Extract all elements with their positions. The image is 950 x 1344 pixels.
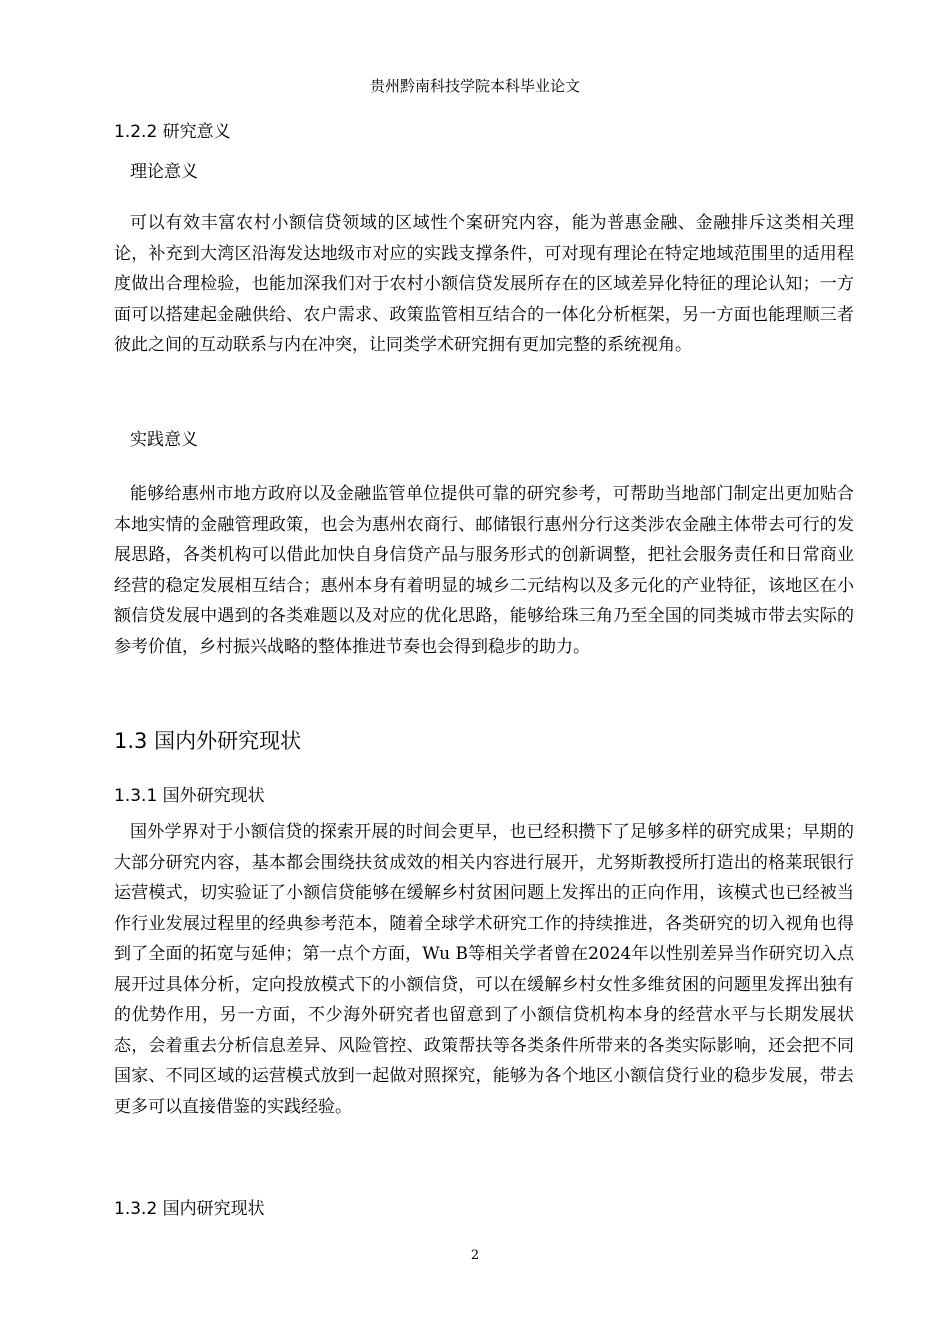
- subheading-theoretical-significance: 理论意义: [130, 162, 198, 182]
- section-heading-1-3: 1.3 国内外研究现状: [114, 729, 302, 753]
- running-header: 贵州黔南科技学院本科毕业论文: [369, 77, 580, 95]
- paragraph-practical-significance: 能够给惠州市地方政府以及金融监管单位提供可靠的研究参考，可帮助当地部门制定出更加贴合本地实情的金融管理政策，也会为惠州农商行、邮储银行惠州分行这类涉农金融主体带去可行的发展思路，各类机构可以借此加快自身信贷产品与服务形式的创新调整，把社会服务责任和日常商业经营的稳定发展相互结合；惠州本身有着明显的城乡二元结构以及多元化的产业特征，该地区在小额信贷发展中遇到的各类难题以及对应的优化思路，能够给珠三角乃至全国的同类城市带去实际的参考价值，乡村振兴战略的整体推进节奏也会得到稳步的助力。: [114, 484, 854, 657]
- paragraph-theoretical-significance: 可以有效丰富农村小额信贷领域的区域性个案研究内容，能为普惠金融、金融排斥这类相关理论，补充到大湾区沿海发达地级市对应的实践支撑条件，可对现有理论在特定地域范围里的适用程度做出合理检验，也能加深我们对于农村小额信贷发展所存在的区域差异化特征的理论认知；一方面可以搭建起金融供给、农户需求、政策监管相互结合的一体化分析框架，另一方面也能理顺三者彼此之间的互动联系与内在冲突，让同类学术研究拥有更加完整的系统视角。: [114, 213, 854, 355]
- subheading-practical-significance: 实践意义: [130, 430, 198, 450]
- section-heading-1-3-2: 1.3.2 国内研究现状: [114, 1199, 265, 1219]
- page-number: 2: [470, 1248, 480, 1263]
- section-heading-1-3-1: 1.3.1 国外研究现状: [114, 786, 265, 806]
- section-heading-1-2-2: 1.2.2 研究意义: [114, 122, 231, 142]
- paragraph-foreign-research: 国外学界对于小额信贷的探索开展的时间会更早，也已经积攒下了足够多样的研究成果；早期的大部分研究内容，基本都会围绕扶贫成效的相关内容进行展开，尤努斯教授所打造出的格莱珉银行运营模式，切实验证了小额信贷能够在缓解乡村贫困问题上发挥出的正向作用，该模式也已经被当作行业发展过程里的经典参考范本，随着全球学术研究工作的持续推进，各类研究的切入视角也得到了全面的拓宽与延伸；第一点个方面，Wu B等相关学者曾在2024年以性别差异当作研究切入点展开过具体分析，定向投放模式下的小额信贷，可以在缓解乡村女性多维贫困的问题里发挥出独有的优势作用，另一方面，不少海外研究者也留意到了小额信贷机构本身的经营水平与长期发展状态，会着重去分析信息差异、风险管控、政策帮扶等各类条件所带来的各类实际影响，还会把不同国家、不同区域的运营模式放到一起做对照探究，能够为各个地区小额信贷行业的稳步发展，带去更多可以直接借鉴的实践经验。: [114, 822, 854, 1117]
